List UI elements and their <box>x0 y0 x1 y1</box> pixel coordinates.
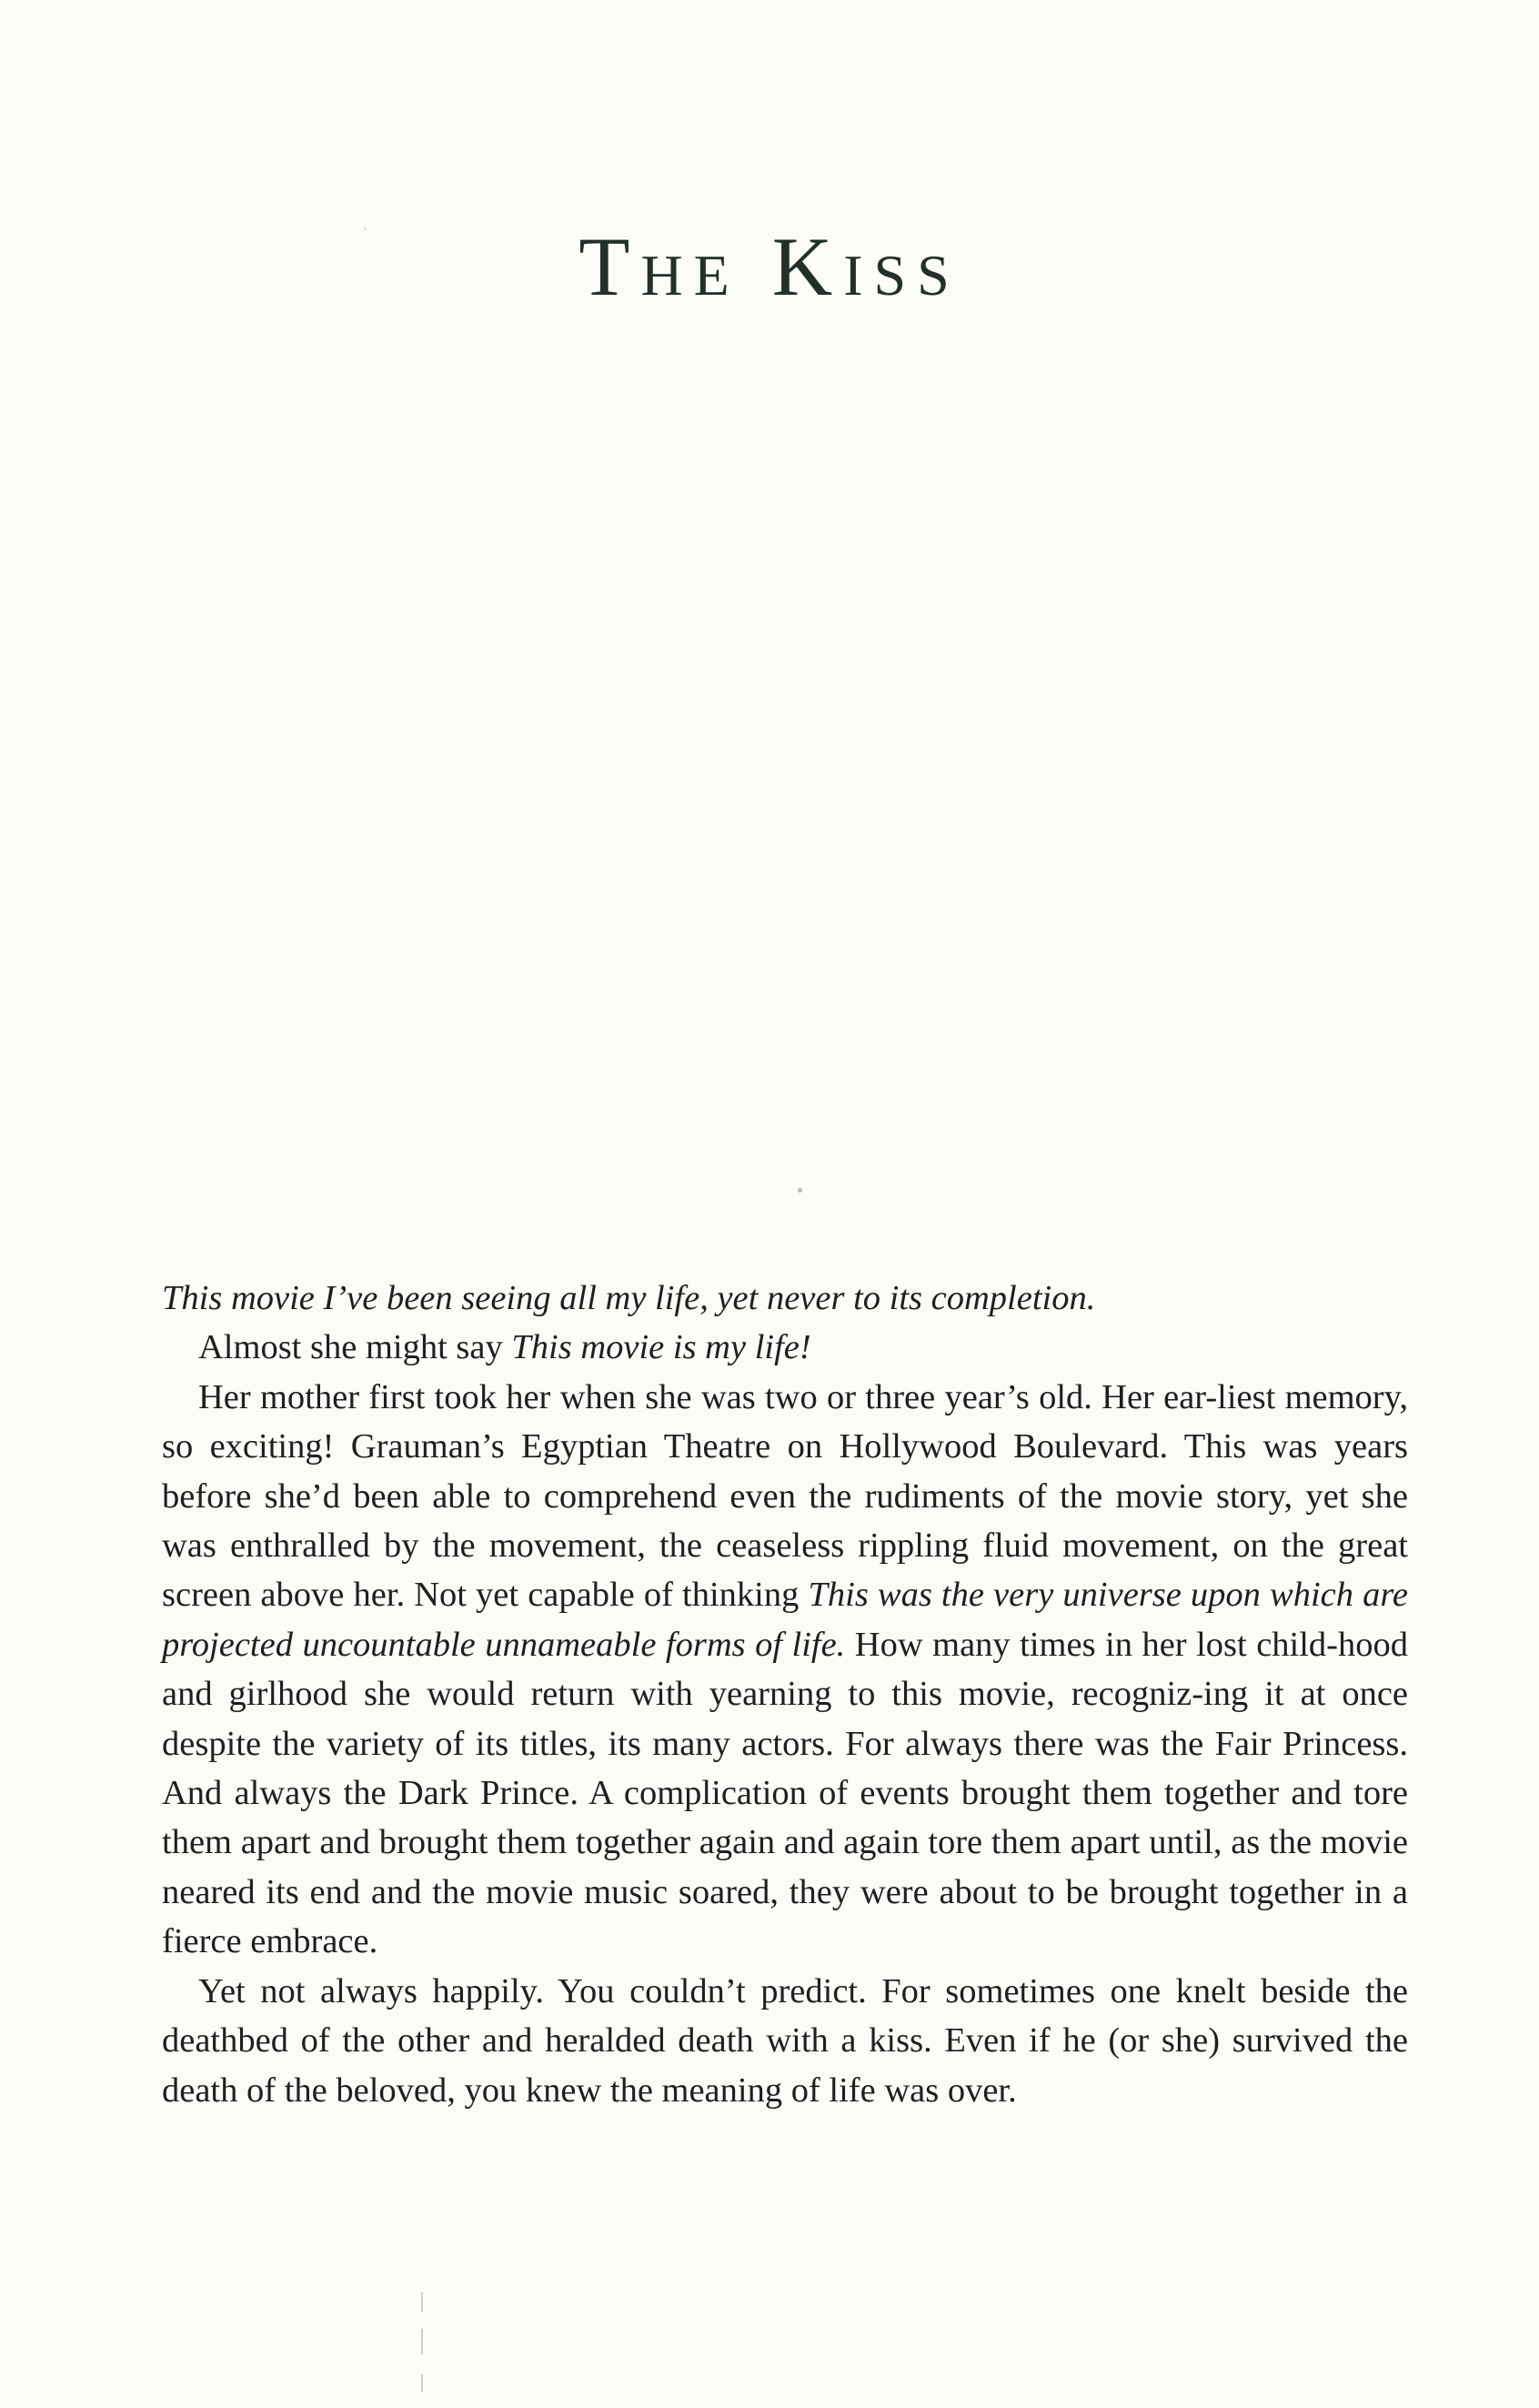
text-segment: Almost she might say <box>198 1328 512 1367</box>
text-segment: Her mother first took her when she was two or three year’s old. Her ear-liest memory, so exciting! Grauman’s Egyptian Theatre on Hollywood Boulevard. This was years before she’d been able to comprehend even the rudiments of the movie story, yet she was enthralled by the movement, the ceaseless rippling fluid movement, on the great screen above her. Not yet capable of thinking <box>162 1377 1408 1615</box>
chapter-title: The Kiss <box>578 220 961 313</box>
paragraph <box>162 1373 1408 1967</box>
text-segment: This movie is my life! <box>511 1328 811 1367</box>
text-segment: This was the very universe upon which are projected uncountable unnameable forms of life. <box>162 1576 1408 1664</box>
paragraph-opening <box>162 1274 1408 1323</box>
gutter-mark <box>421 2292 423 2312</box>
text-segment: This movie I’ve been seeing all my life, yet never to its completion. <box>162 1279 1096 1317</box>
chapter-body <box>162 1274 1408 2115</box>
scan-speck <box>364 227 367 230</box>
scan-speck <box>798 1188 802 1193</box>
gutter-mark <box>421 2374 423 2393</box>
text-segment: How many times in her lost child-hood and girlhood she would return with yearning to this movie, recogniz-ing it at once despite the variety of its titles, its many actors. For always there was the Fair Princess. And always the Dark Prince. A complication of events brought them together and tore them apart and brought them together again and again tore them apart until, as the movie neared its end and the movie music soared, they were about to be brought together in a fierce embrace. <box>162 1625 1408 1961</box>
text-segment: Yet not always happily. You couldn’t predict. For sometimes one knelt beside the deathbed of the other and heralded death with a kiss. Even if he (or she) survived the death of the beloved, you knew the meaning of life was over. <box>162 1971 1408 2110</box>
gutter-mark <box>421 2329 423 2354</box>
paragraph <box>162 1323 1408 1372</box>
paragraph <box>162 1967 1408 2115</box>
